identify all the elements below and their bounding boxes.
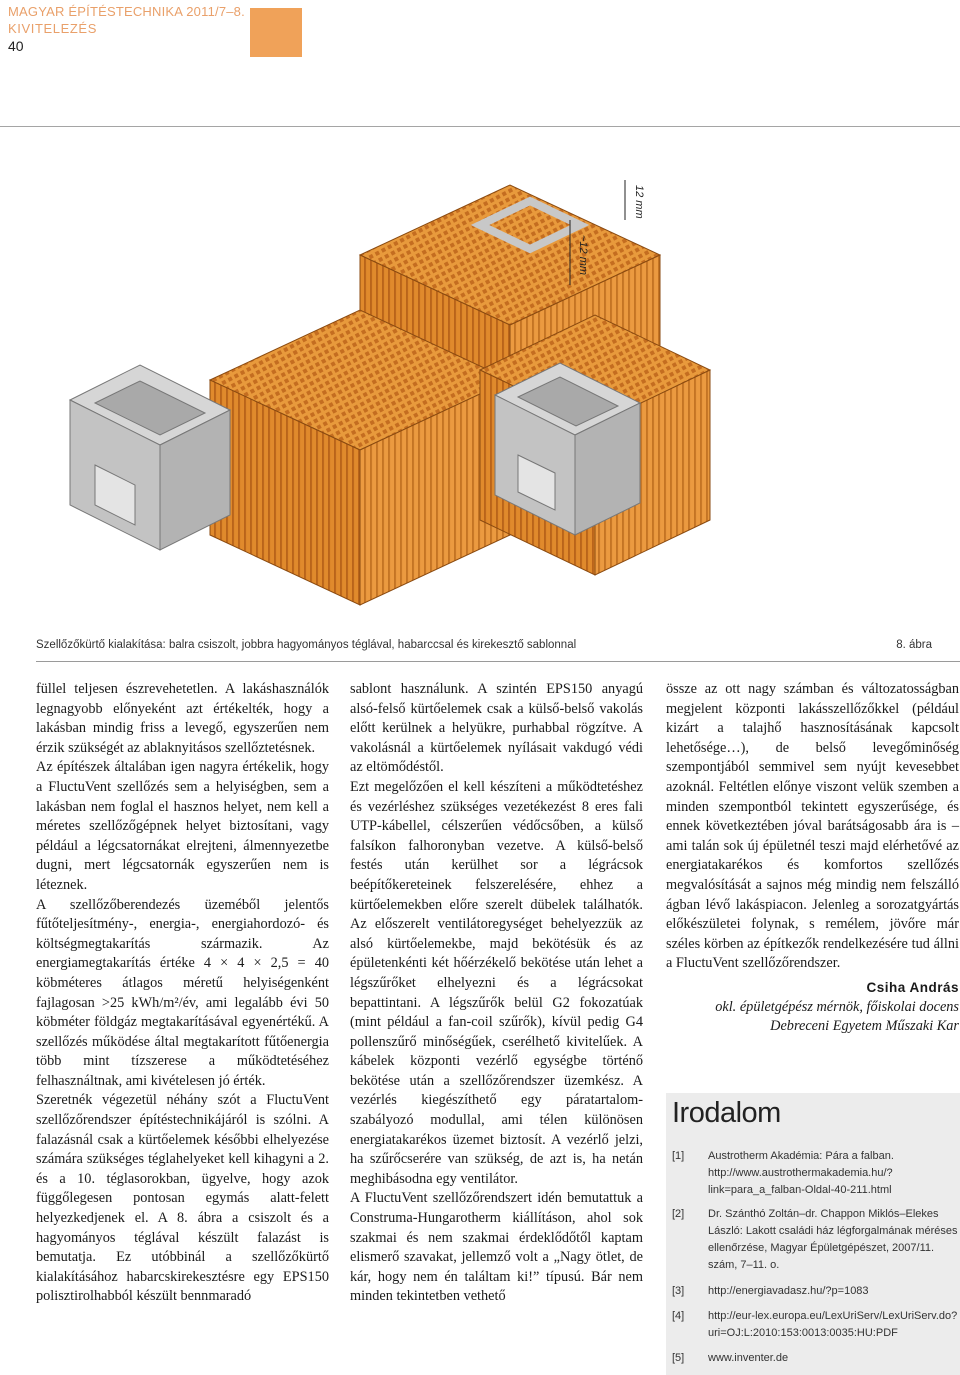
paragraph: Az építészek általában igen nagyra értékelik, hogy a FluctuVent szellőzés sem a helyiségben, sem a lakásban nem foglal el hasznos helyet, nem kell a méretes szellőzőgépnek helyet biztosítani, vagy például a légcsatornákat elrejteni, álmennyezetbe dugni, mert légcsatornák egyszerűen nem is léteznek. [36, 759, 329, 893]
section-title: KIVITELEZÉS [8, 21, 97, 36]
reference-number: [1] [672, 1150, 685, 1162]
dimension-label-top: 12 mm [633, 185, 645, 219]
figure-number: 8. ábra [896, 639, 932, 651]
text-column-3 [666, 680, 959, 1037]
author-institution: Debreceni Egyetem Műszaki Kar [770, 1018, 959, 1035]
journal-title: MAGYAR ÉPÍTÉSTECHNIKA 2011/7–8. [8, 4, 245, 19]
paragraph: Ezt megelőzően el kell készíteni a működtetéshez és vezérléshez szükséges vezetékezést 8 eres fali UTP-kábellel, célszerűen védőcsőben, a külső falsíkon falhoronyban vezetve. A külső-belső festés után kerülhet sor a légrácsok beépítőkereteinek felszerelésére, ehhez a kürtőelemekben előre szerelt dübelek találhatók. Az előszerelt ventilátoregységet behelyezzük az alsó kürtőelemekbe, majd bekötésük és az épületenkénti két hőérzékelő bekötése után lehet a légszűrőket elhelyezni és a légrácsokat bepattintani. A légszűrők belül G2 fokozatúak (mint például a fan-coil szűrők), kívül pedig G4 pollenszűrő minőségűek, cserélhető kivitelűek. A kábelek központi vezérlő egységbe történő bekötése után a szellőzőrendszer üzemkész. A vezérlés kiegészíthető egy páratartalom-szabályozó modullal, ami télen különösen energiatakarékos üzemet biztosít. A vezérlő jelzi, ha szűrőcserére van szükség, de azt is, ha netán meghibásodna egy ventilátor. [350, 778, 643, 1187]
reference-text: Dr. Szánthó Zoltán–dr. Chappon Miklós–Elekes László: Lakott családi ház légforgalmának méréses ellenőrzése, Magyar Épületgépészet, 2007/11. szám, 7–11. o. [708, 1208, 958, 1271]
reference-text: Austrotherm Akadémia: Pára a falban. http://www.austrothermakademia.hu/?link=para_a_falban-Oldal-40-211.html [708, 1150, 894, 1196]
paragraph: össze az ott nagy számban és változatosságban megjelent központi lakásszellőzőkkel (például kizárt a talajhő hasznosításának kapcsolt lehetősége…), de belső levegőminőség szempontjából semmivel sem nyújt kevesebbet azoknál. Feltétlen előnye viszont velük szemben a minden szempontból tekintett egyszerűsége, és ennek következtében jóval barátságosabb ára is – ami talán sok új épületnél teszi majd elérhetővé az energiatakarékos és komfortos szellőzés megvalósítását a sajnos még mindig nem felszálló ágban lévő lakáspiacon. Jelenleg a sorozatgyártás előkészületei folynak, s remélem, jövőre már széles körben az építkezők rendelkezésére tud állni a FluctuVent szellőzőrendszer. [666, 681, 959, 972]
caption-divider [36, 661, 960, 662]
paragraph: füllel teljesen észrevehetetlen. A lakáshasználók legnagyobb előnyeként azt értékelték, hogy a lakásban mindig friss a levegő, egyszerűen nem érzik szükségét az ablaknyitásos szellőztetésnek. [36, 681, 329, 756]
text-column-2 [350, 680, 643, 1307]
header-divider [0, 126, 960, 127]
reference-link[interactable]: www.inventer.de [708, 1352, 789, 1364]
literature-title: Irodalom [672, 1097, 781, 1129]
reference-link[interactable]: http://energiavadasz.hu/?p=1083 [708, 1285, 869, 1297]
figure-caption: Szellőzőkürtő kialakítása: balra csiszolt, jobbra hagyományos téglával, habarccsal és kirekesztő sablonnal [36, 639, 577, 651]
paragraph: A szellőzőberendezés üzeméből jelentős fűtőteljesítmény-, energia-, energiahordozó- és költségmegtakarítás származik. Az energiamegtakarítás értéke 4 × 4 × 2,5 = 40 köbméteres átlagos méretű helyiségenként fajlagosan >25 kWh/m²/év, ami legalább évi 50 köbméter földgáz megtakarításával egyenértékű. A szellőzés működése által megtakarított fűtőenergia több mint tízszerese a működtetéséhez felhasználtnak, ami kivételesen jó érték. [36, 896, 329, 1089]
author-name: Csiha András [866, 979, 959, 995]
brick-wall-figure [40, 145, 740, 615]
reference-link[interactable]: http://eur-lex.europa.eu/LexUriServ/LexUriServ.do?uri=OJ:L:2010:153:0013:0035:HU:PDF [708, 1310, 958, 1339]
dimension-label-side: ~12 mm [577, 235, 589, 276]
text-column-1 [36, 680, 329, 1307]
reference-number: [2] [672, 1208, 685, 1220]
author-role: okl. épületgépész mérnök, főiskolai docens [715, 998, 959, 1015]
reference-number: [4] [672, 1310, 685, 1322]
reference-number: [5] [672, 1352, 685, 1364]
left-vent-element [70, 365, 230, 550]
literature-box [666, 1093, 960, 1375]
page-number: 40 [8, 38, 24, 54]
paragraph: Szeretnék végezetül néhány szót a FluctuVent szellőzőrendszer építéstechnikájáról is szólni. A falazásnál csak a kürtőelemek későbbi elhelyezése számára szükséges téglahelyeket kell kihagyni a 2. és a 10. téglasorokban, ügyelve, hogy azok függőlegesen pontosan egymás alatt-felett helyezkedjenek el. A 8. ábra a csiszolt és a hagyományos téglával készült falazást is bemutatja. Ez utóbbinál a szellőzőkürtő kialakításához habarcskirekesztésre egy EPS150 polisztirolhabból készült bennmaradó [36, 1092, 329, 1305]
reference-number: [3] [672, 1285, 685, 1297]
paragraph: A FluctuVent szellőzőrendszert idén bemutattuk a Construma-Hungarotherm kiállításon, ahol sok szakmai és nem szakmai érdeklődőtől kaptam elismerő szavakat, jellemző volt a „Nagy ötlet, de kár, hogy nem én találtam ki!” típusú. Bár nem minden tekintetben vethető [350, 1190, 643, 1305]
header-accent-square [250, 8, 302, 57]
paragraph: sablont használunk. A szintén EPS150 anyagú alsó-felső kürtőelemek csak a külső-belső vakolás előtt kerülnek a helyükre, purhabbal rögzítve. A vakolásnál a kürtőelemek nyílásait vakdugó védi az eltömődéstől. [350, 681, 643, 776]
